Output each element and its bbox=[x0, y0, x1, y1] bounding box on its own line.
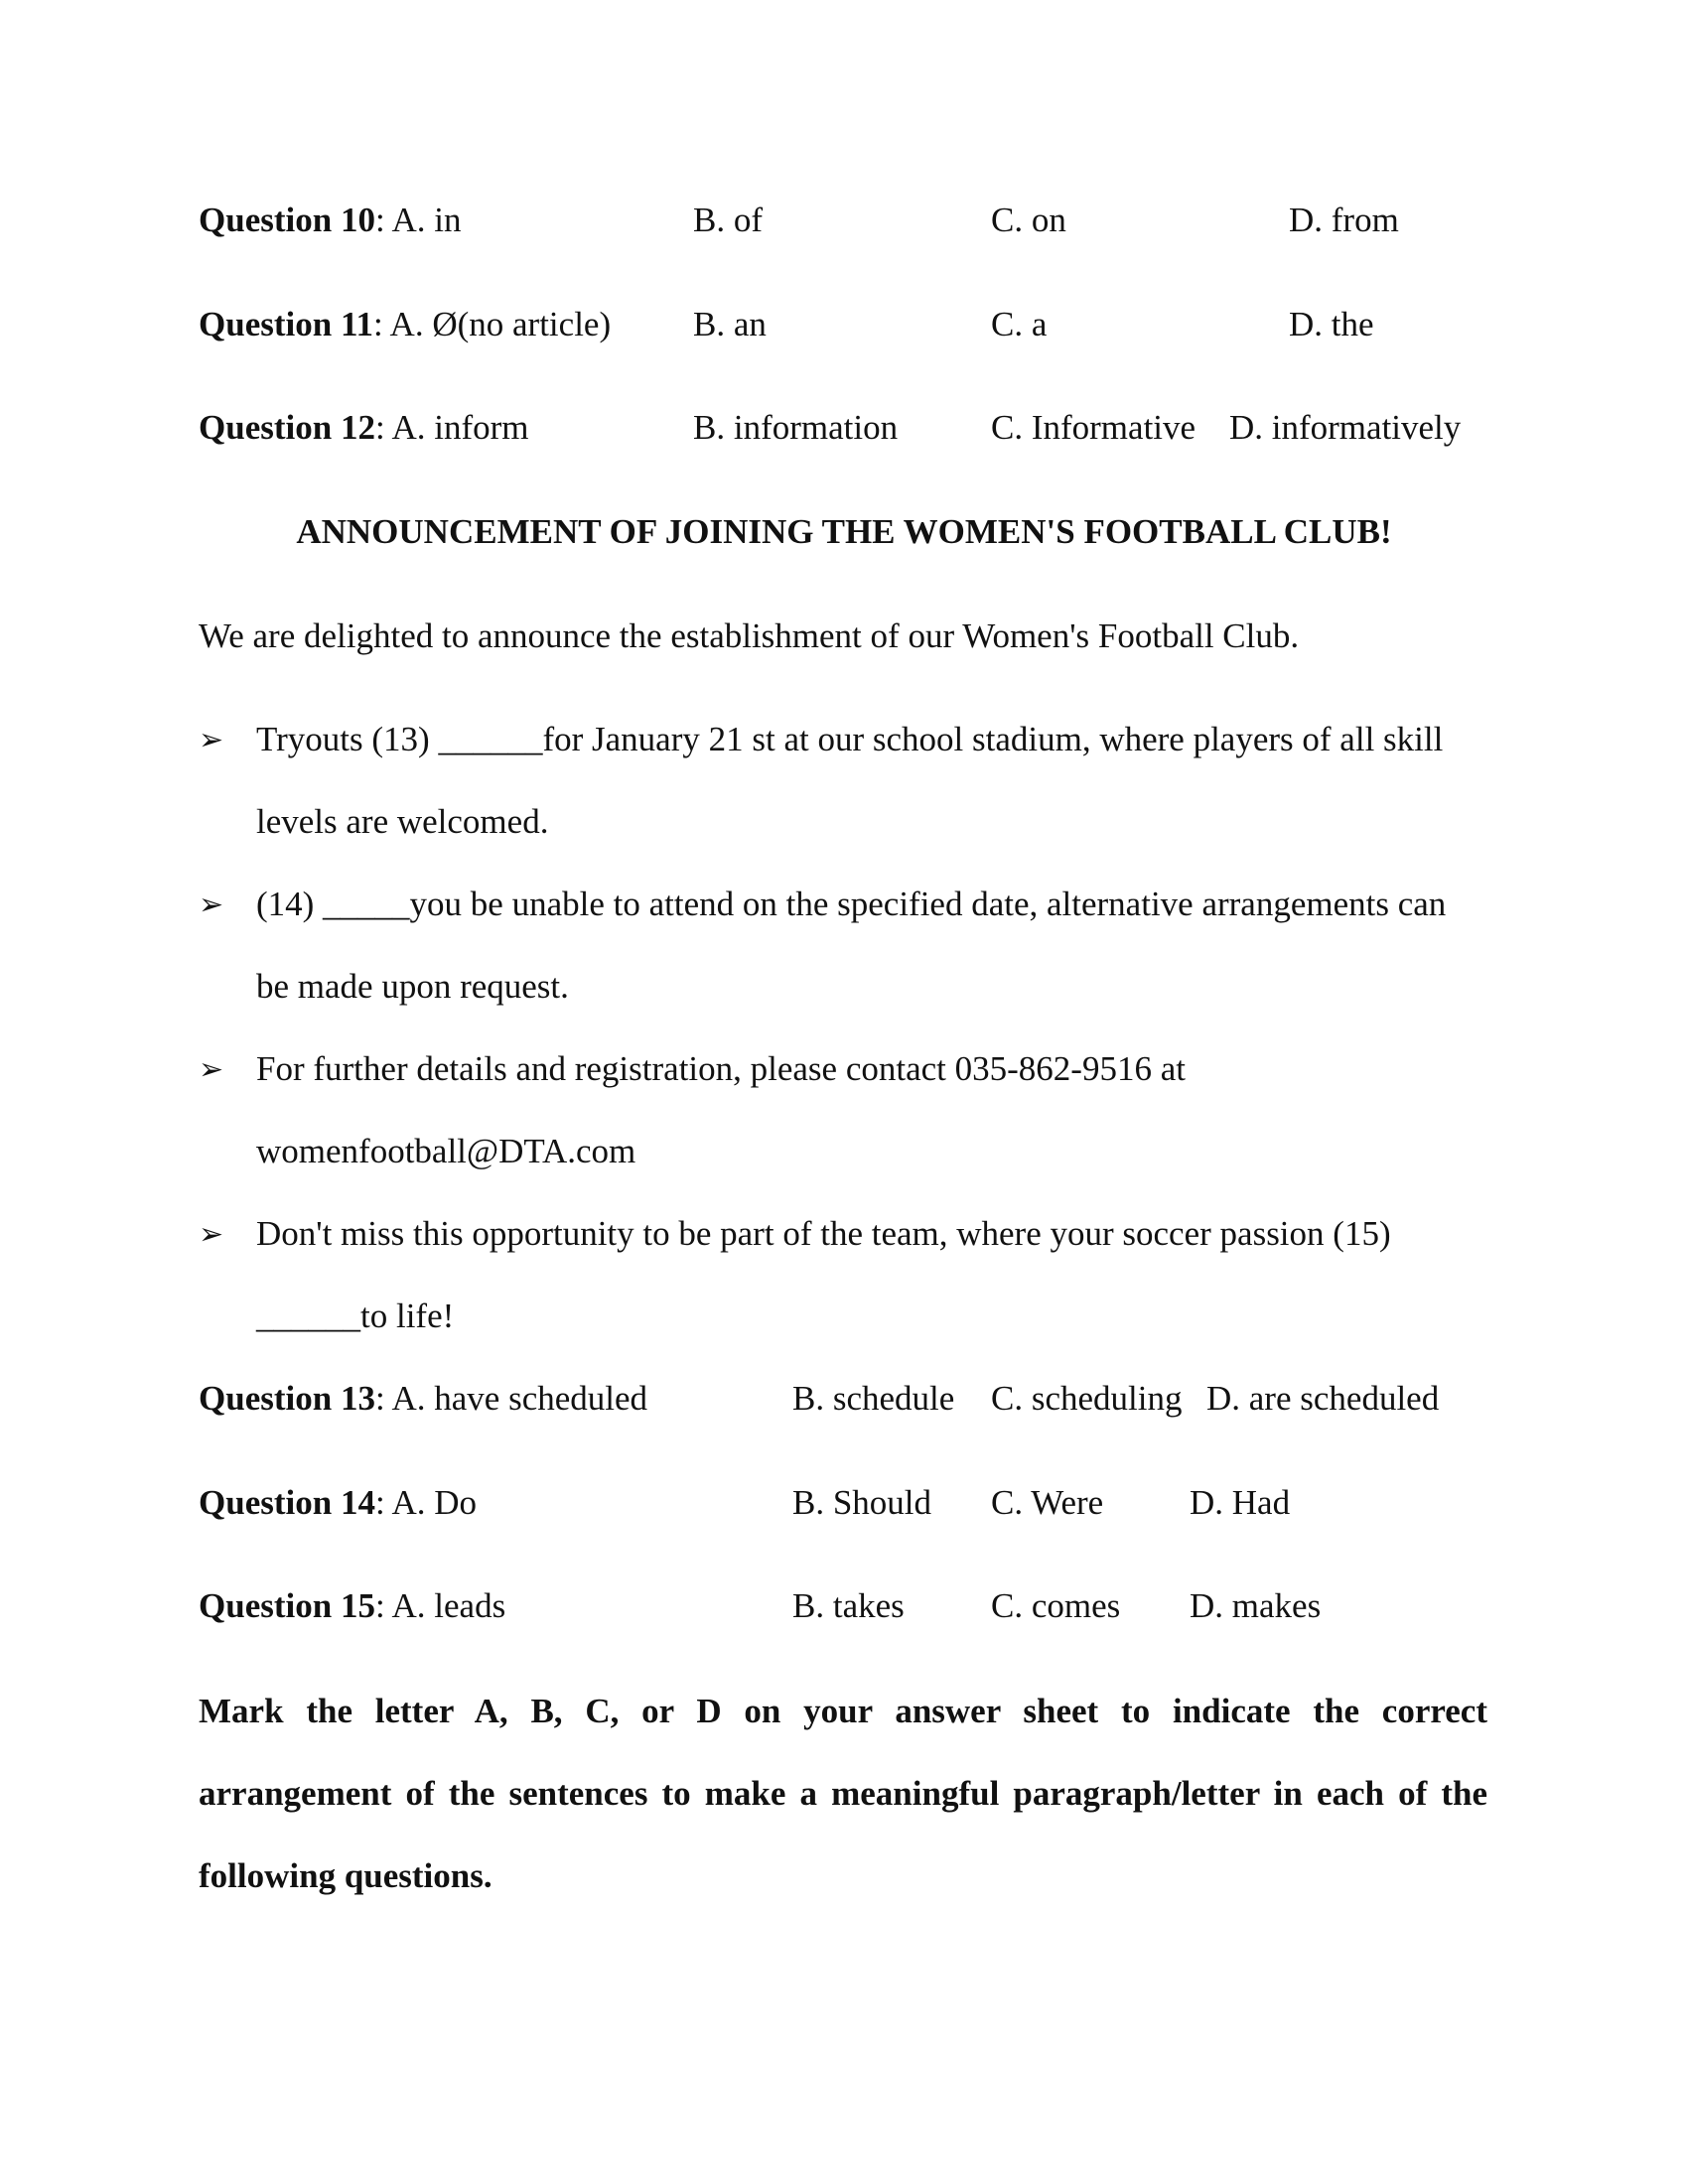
instruction-line-3: following questions. bbox=[199, 1856, 492, 1895]
question-12-row bbox=[199, 410, 529, 445]
option-d: D. informatively bbox=[1229, 408, 1462, 447]
option-a: : A. leads bbox=[374, 1586, 506, 1625]
question-11-row bbox=[199, 307, 611, 341]
question-10-row bbox=[199, 203, 462, 237]
announcement-intro: We are delighted to announce the establishment of our Women's Football Club. bbox=[199, 616, 1300, 655]
bullet-arrow-icon: ➢ bbox=[199, 888, 224, 921]
question-label: Question 10 bbox=[199, 201, 375, 239]
option-c: C. comes bbox=[991, 1586, 1121, 1625]
option-d: D. Had bbox=[1190, 1483, 1291, 1522]
option-b: B. of bbox=[693, 201, 763, 239]
question-14-row bbox=[199, 1485, 477, 1520]
question-label: Question 14 bbox=[199, 1483, 375, 1522]
bullet-2-line-2: be made upon request. bbox=[256, 967, 569, 1006]
question-13-row bbox=[199, 1381, 647, 1416]
option-b: B. information bbox=[693, 408, 899, 447]
bullet-4-line-1: Don't miss this opportunity to be part of the team, where your soccer passion (15) bbox=[256, 1214, 1391, 1253]
option-c: C. scheduling bbox=[991, 1379, 1183, 1418]
bullet-arrow-icon: ➢ bbox=[199, 724, 224, 756]
option-d: D. the bbox=[1289, 305, 1374, 343]
option-a: : A. have scheduled bbox=[374, 1379, 648, 1418]
bullet-arrow-icon: ➢ bbox=[199, 1053, 224, 1086]
option-b: B. Should bbox=[792, 1483, 932, 1522]
bullet-3-line-1: For further details and registration, please contact 035-862-9516 at bbox=[256, 1049, 1186, 1088]
question-label: Question 15 bbox=[199, 1586, 375, 1625]
option-d: D. are scheduled bbox=[1206, 1379, 1440, 1418]
option-a: : A. in bbox=[374, 201, 462, 239]
bullet-arrow-icon: ➢ bbox=[199, 1218, 224, 1251]
question-label: Question 12 bbox=[199, 408, 375, 447]
option-c: C. on bbox=[991, 201, 1066, 239]
instruction-line-2: arrangement of the sentences to make a meaningful paragraph/letter in each of the bbox=[199, 1774, 1487, 1813]
option-a: : A. Do bbox=[374, 1483, 478, 1522]
option-a: : A. inform bbox=[374, 408, 529, 447]
question-15-row bbox=[199, 1588, 505, 1623]
option-c: C. a bbox=[991, 305, 1048, 343]
option-a: : A. Ø(no article) bbox=[373, 305, 612, 343]
announcement-title: ANNOUNCEMENT OF JOINING THE WOMEN'S FOOTBALL CLUB! bbox=[296, 512, 1392, 551]
question-label: Question 13 bbox=[199, 1379, 375, 1418]
bullet-2-line-1: (14) _____you be unable to attend on the specified date, alternative arrangements can bbox=[256, 885, 1447, 923]
option-d: D. makes bbox=[1190, 1586, 1322, 1625]
option-b: B. takes bbox=[792, 1586, 905, 1625]
bullet-1-line-2: levels are welcomed. bbox=[256, 802, 549, 841]
bullet-3-line-2: womenfootball@DTA.com bbox=[256, 1132, 636, 1170]
bullet-4-line-2: ______to life! bbox=[256, 1297, 455, 1335]
option-d: D. from bbox=[1289, 201, 1399, 239]
option-c: C. Were bbox=[991, 1483, 1104, 1522]
instruction-line-1: Mark the letter A, B, C, or D on your answer sheet to indicate the correct bbox=[199, 1692, 1487, 1730]
option-c: C. Informative bbox=[991, 408, 1196, 447]
option-b: B. an bbox=[693, 305, 767, 343]
option-b: B. schedule bbox=[792, 1379, 955, 1418]
question-label: Question 11 bbox=[199, 305, 374, 343]
bullet-1-line-1: Tryouts (13) ______for January 21 st at our school stadium, where players of all skill bbox=[256, 720, 1444, 758]
